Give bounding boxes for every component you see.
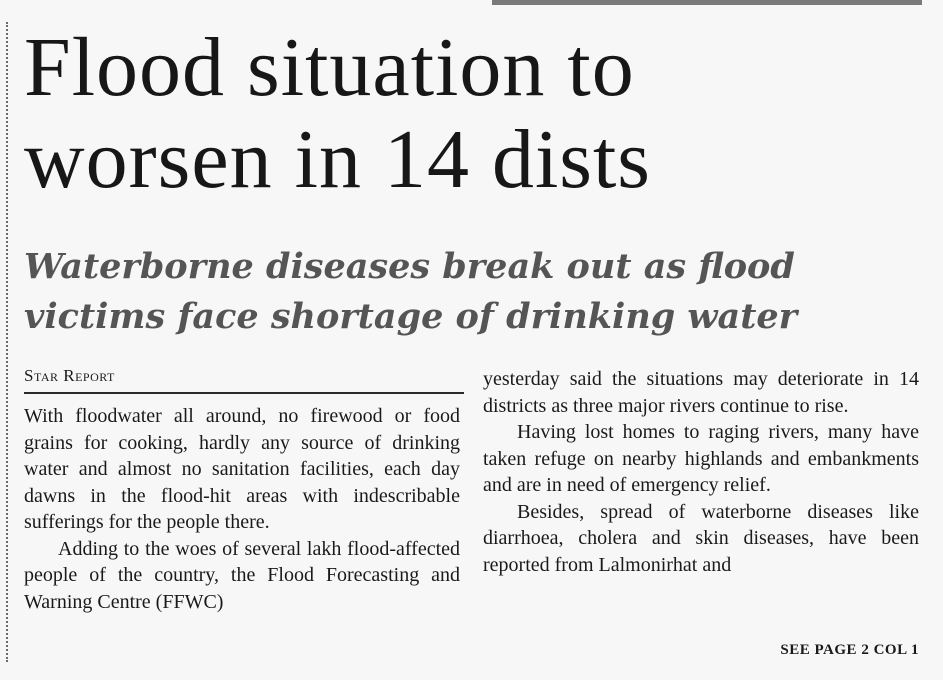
headline-line-1: Flood situation to [24, 21, 635, 114]
article-paragraph: With floodwater all around, no firewood or food grains for cooking, hardly any source of drinking water and almost no sanitation facilities, each day dawns in the flood-hit areas with indescribable sufferings for the people there. [24, 405, 460, 533]
article-paragraph: Besides, spread of waterborne diseases like diarrhoea, cholera and skin diseases, have been reported from Lalmonirhat and [483, 500, 919, 576]
headline-line-2: worsen in 14 dists [24, 113, 651, 206]
article-paragraph: Having lost homes to raging rivers, many have taken refuge on nearby highlands and embankments and are in need of emergency relief. [483, 421, 919, 496]
article-column-right [483, 366, 919, 578]
subheadline [24, 242, 924, 342]
subheadline-line-1: Waterborne diseases break out as flood [24, 246, 795, 287]
cut-line [6, 22, 8, 662]
headline [24, 22, 924, 206]
subheadline-line-2: victims face shortage of drinking water [24, 296, 798, 337]
article-column-left [24, 403, 460, 615]
continuation-note: SEE PAGE 2 COL 1 [780, 642, 919, 658]
article-paragraph: yesterday said the situations may deteriorate in 14 districts as three major rivers continue to rise. [483, 368, 919, 417]
top-rule [492, 0, 922, 5]
article-paragraph: Adding to the woes of several lakh flood-affected people of the country, the Flood Forecasting and Warning Centre (FFWC) [24, 537, 460, 613]
byline: Star Report [24, 366, 464, 394]
